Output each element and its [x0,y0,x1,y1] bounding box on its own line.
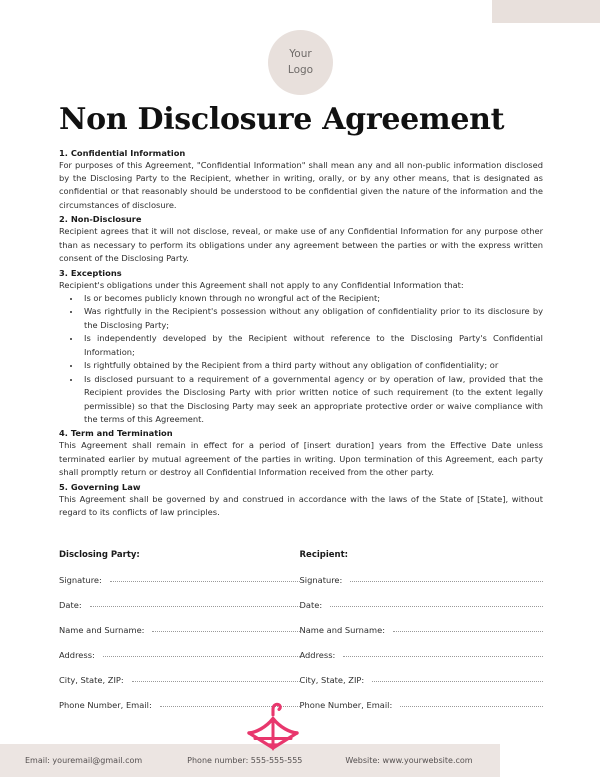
clothes-hanger-icon [246,700,300,752]
field-label-date: Date: [59,599,82,610]
list-item: • Was rightfully in the Recipient's possession without any obligation of confidentiality prior to its disclosure by the Disclosing Party; [81,305,543,332]
field-input-address[interactable] [343,656,543,657]
section-heading-5: 5. Governing Law [59,481,141,492]
field-row-name [59,625,300,635]
disclosing-party-title: Disclosing Party: [59,549,140,560]
field-label-signature: Signature: [299,574,343,585]
section-heading-3: 3. Exceptions [59,267,122,278]
field-row-date [300,600,543,610]
field-input-date[interactable] [90,606,300,607]
field-row-city [300,675,543,685]
field-label-signature: Signature: [59,574,102,585]
field-label-city: City, State, ZIP: [59,674,124,685]
recipient-title: Recipient: [299,549,349,560]
field-input-name[interactable] [152,631,299,632]
section-heading-4: 4. Term and Termination [59,428,173,439]
field-row-name [300,625,543,635]
field-row-phone [300,700,543,710]
logo-line-2: Logo [287,63,314,76]
field-label-city: City, State, ZIP: [299,674,365,685]
footer-phone: Phone number: 555-555-555 [187,756,303,765]
field-label-address: Address: [59,649,95,660]
section-heading-1: 1. Confidential Information [59,147,186,158]
section-heading-2: 2. Non-Disclosure [59,214,142,225]
field-input-city[interactable] [132,681,300,682]
field-row-address [59,650,300,660]
footer-website: Website: www.yourwebsite.com [345,756,473,765]
list-item: • Is disclosed pursuant to a requirement of a governmental agency or by operation of law, provided that the Recipient provides the Disclosing Party with prior written notice of such requirement (to the extent legally permissible) so that the Disclosing Party may seek an appropriate protective order or waive compliance with the terms of this Agreement. [81,373,543,427]
section-lead-3: Recipient's obligations under this Agreement shall not apply to any Confidential Information that: [59,279,464,290]
section-body-1: For purposes of this Agreement, "Confidential Information" shall mean any and all non-public information disclosed by the Disclosing Party to the Recipient, whether in writing, orally, or by any other means, that is designated as confidential or that reasonably should be understood to be confidential given the nature of the information and the circumstances of disclosure. [59,159,543,210]
field-row-signature [300,575,543,585]
signature-area [59,550,543,725]
disclosing-party-column [59,550,300,725]
field-input-city[interactable] [372,681,543,682]
list-item: • Is rightfully obtained by the Recipient from a third party without any obligation of confidentiality; or [81,359,543,372]
field-input-date[interactable] [330,606,543,607]
field-label-name: Name and Surname: [59,624,145,635]
field-row-date [59,600,300,610]
page-title: Non Disclosure Agreement [59,102,505,137]
field-label-name: Name and Surname: [299,624,385,635]
field-input-name[interactable] [393,631,543,632]
recipient-column [300,550,543,725]
field-label-phone: Phone Number, Email: [299,699,393,710]
list-item: • Is or becomes publicly known through no wrongful act of the Recipient; [81,292,543,305]
footer-email: Email: youremail@gmail.com [25,756,143,765]
field-input-signature[interactable] [350,581,543,582]
field-label-phone: Phone Number, Email: [59,699,152,710]
section-body-4: This Agreement shall remain in effect for a period of [insert duration] years from the Effective Date unless terminated earlier by mutual agreement of the parties in writing. Upon termination of this Agreement, each party shall promptly return or destroy all Confidential Information received from the other party. [59,440,543,478]
field-input-address[interactable] [103,656,300,657]
field-input-phone[interactable] [400,706,543,707]
field-row-signature [59,575,300,585]
exceptions-list [59,292,543,426]
section-body-2: Recipient agrees that it will not disclose, reveal, or make use of any Confidential Information for any purpose other than as necessary to perform its obligations under any agreement between the parties or with the express written consent of the Disclosing Party. [59,226,543,264]
list-item: • Is independently developed by the Recipient without reference to the Disclosing Party's Confidential Information; [81,332,543,359]
section-body-5: This Agreement shall be governed by and construed in accordance with the laws of the State of [State], without regard to its conflicts of law principles. [59,493,543,518]
logo-line-1: Your [289,48,312,61]
field-row-city [59,675,300,685]
field-label-address: Address: [299,649,336,660]
field-row-address [300,650,543,660]
field-input-signature[interactable] [110,581,300,582]
field-label-date: Date: [299,599,323,610]
